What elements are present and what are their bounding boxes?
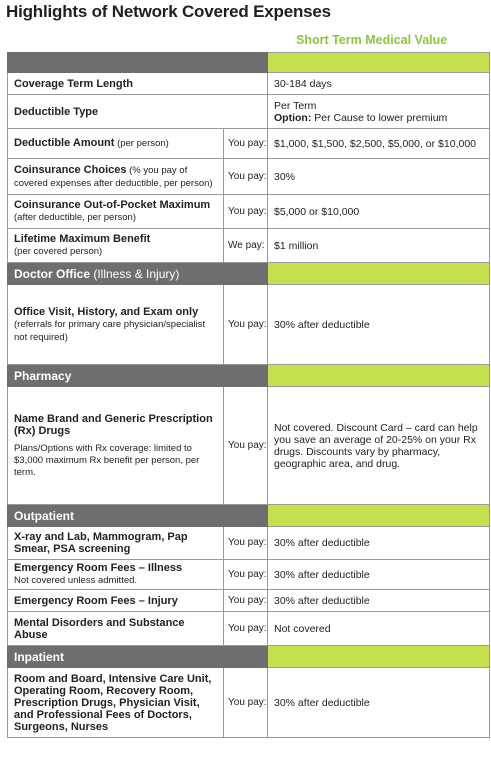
row-label: Deductible Amount <box>14 137 115 149</box>
row-label: Name Brand and Generic Prescription (Rx) Drugs <box>14 412 213 437</box>
pay-label: You pay: <box>224 668 268 738</box>
table-row-inpatient <box>8 668 490 738</box>
row-value: $1,000, $1,500, $2,500, $5,000, or $10,000 <box>268 129 490 159</box>
table-row-rx <box>8 387 490 505</box>
section-subtitle: (Illness & Injury) <box>90 266 180 281</box>
table-row-coinsurance-choices <box>8 159 490 195</box>
row-value: Not covered. Discount Card – card can help you save an average of 20-25% on your Rx drugs. Discounts vary by pharmacy, geographic area, and drug. <box>268 387 490 505</box>
row-value: 30% after deductible <box>268 527 490 560</box>
section-title: Pharmacy <box>14 368 72 383</box>
section-title: Outpatient <box>14 508 74 523</box>
row-label: Emergency Room Fees – Injury <box>14 594 178 607</box>
table-row-coinsurance-oop <box>8 195 490 229</box>
row-value: 30% <box>268 159 490 195</box>
section-inpatient <box>8 646 490 668</box>
row-sublabel: (per person) <box>114 138 169 149</box>
page-title: Highlights of Network Covered Expenses <box>6 2 331 21</box>
pay-label: You pay: <box>224 195 268 229</box>
section-title: Inpatient <box>14 649 64 664</box>
row-sublabel: (after deductible, per person) <box>14 212 136 223</box>
table-row-coverage-term <box>8 73 490 95</box>
table-header-bar <box>8 53 490 73</box>
row-sublabel: (referrals for primary care physician/specialist not required) <box>14 318 206 343</box>
row-label: Coverage Term Length <box>14 77 133 90</box>
row-value: 30-184 days <box>268 73 490 95</box>
row-sublabel: Plans/Options with Rx coverage: limited to $3,000 maximum Rx benefit per person, per term. <box>14 442 200 478</box>
table-row-deductible-type <box>8 95 490 129</box>
pay-label: You pay: <box>224 590 268 612</box>
row-label: Coinsurance Out-of-Pocket Maximum <box>14 199 211 211</box>
row-value <box>268 95 490 129</box>
table-row-deductible-amount <box>8 129 490 159</box>
option-label: Option: <box>274 111 312 124</box>
row-label: Mental Disorders and Substance Abuse <box>14 616 185 641</box>
section-title: Doctor Office <box>14 266 91 281</box>
row-value: 30% after deductible <box>268 560 490 590</box>
row-value: 30% after deductible <box>268 668 490 738</box>
table-row-xray <box>8 527 490 560</box>
row-label: Coinsurance Choices <box>14 163 127 176</box>
benefits-table <box>7 52 490 738</box>
row-label: Emergency Room Fees – Illness <box>14 562 183 574</box>
table-row-er-injury <box>8 590 490 612</box>
section-pharmacy <box>8 365 490 387</box>
pay-label: You pay: <box>224 285 268 365</box>
table-row-lifetime-max <box>8 229 490 263</box>
table-row-er-illness <box>8 560 490 590</box>
row-label: Deductible Type <box>14 105 99 118</box>
section-outpatient <box>8 505 490 527</box>
table-row-office-visit <box>8 285 490 365</box>
pay-label: You pay: <box>224 129 268 159</box>
pay-label: You pay: <box>224 612 268 646</box>
table-row-mental <box>8 612 490 646</box>
row-value: $1 million <box>268 229 490 263</box>
pay-label: You pay: <box>224 159 268 195</box>
deductible-type-value: Per Term <box>274 99 317 112</box>
pay-label: We pay: <box>224 229 268 263</box>
row-label: Room and Board, Intensive Care Unit, Operating Room, Recovery Room, Prescription Drugs, Physician Visit, and Professional Fees of Doctors, Surgeons, Nurses <box>14 672 212 733</box>
row-label: X-ray and Lab, Mammogram, Pap Smear, PSA screening <box>14 531 188 555</box>
pay-label: You pay: <box>224 560 268 590</box>
row-value: $5,000 or $10,000 <box>268 195 490 229</box>
row-value: 30% after deductible <box>268 285 490 365</box>
section-doctor-office <box>8 263 490 285</box>
option-text: Per Cause to lower premium <box>311 111 448 124</box>
row-sublabel: (% you pay of covered expenses after deductible, per person) <box>14 164 213 189</box>
row-value: Not covered <box>268 612 490 646</box>
row-sublabel: Not covered unless admitted. <box>14 575 138 586</box>
row-label: Office Visit, History, and Exam only <box>14 305 199 318</box>
plan-name: Short Term Medical Value <box>296 33 448 47</box>
row-value: 30% after deductible <box>268 590 490 612</box>
row-sublabel: (per covered person) <box>14 246 103 257</box>
pay-label: You pay: <box>224 387 268 505</box>
pay-label: You pay: <box>224 527 268 560</box>
row-label: Lifetime Maximum Benefit <box>14 233 151 245</box>
